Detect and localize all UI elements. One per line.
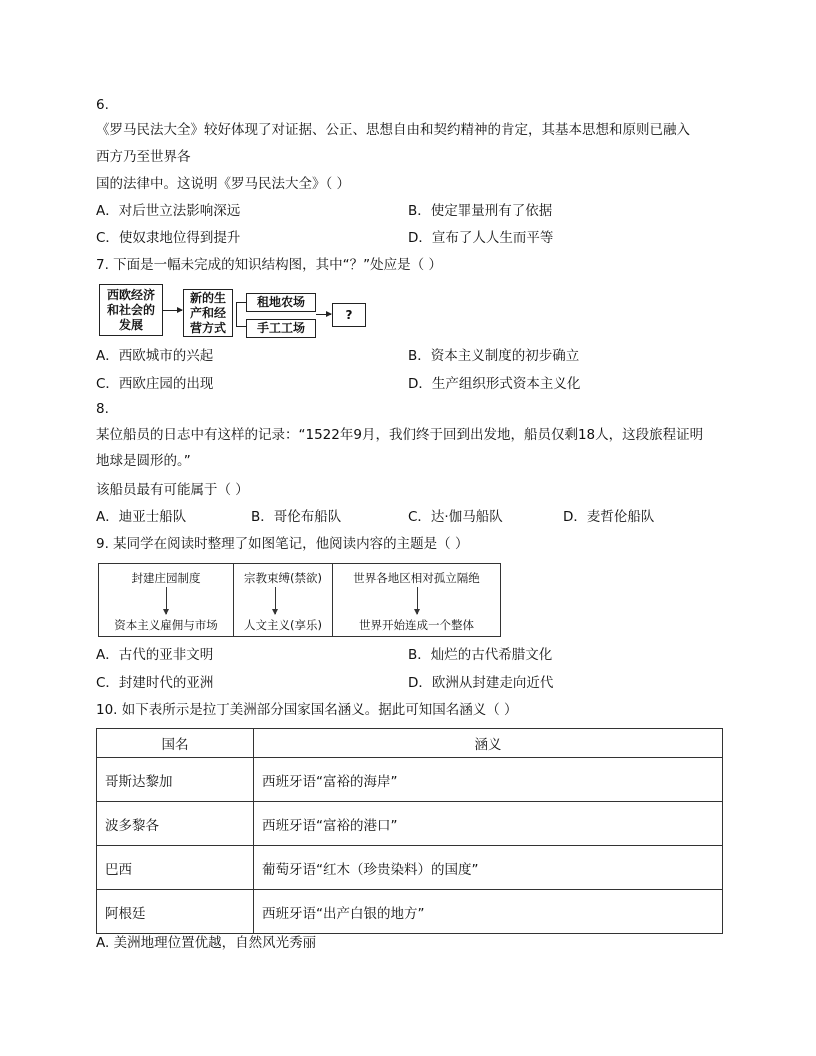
notes-col1-arrow — [166, 587, 167, 614]
q10-option-a[interactable]: A. 美洲地理位置优越，自然风光秀丽 — [96, 935, 317, 951]
table-header-country: 国名 — [97, 729, 254, 758]
q9-option-c[interactable]: C．封建时代的亚洲 — [96, 675, 214, 691]
q6-option-b[interactable]: B．使定罪量刑有了依据 — [408, 203, 553, 219]
diagram-box-new-production: 新的生产和经营方式 — [183, 289, 233, 337]
table-row — [97, 890, 723, 934]
notes-col1-top: 封建庄园制度 — [131, 571, 201, 585]
country-name-table — [96, 728, 723, 934]
q6-stem-line1: 《罗马民法大全》较好体现了对证据、公正、思想自由和契约精神的肯定，其基本思想和原则已融入 — [96, 122, 690, 138]
notes-col3-bottom: 世界开始连成一个整体 — [359, 618, 474, 632]
q10-stem: 10. 如下表所示是拉丁美洲部分国家国名涵义。据此可知国名涵义（ ） — [96, 702, 518, 718]
q8-option-d[interactable]: D．麦哲伦船队 — [563, 509, 655, 525]
notes-col1-bottom: 资本主义雇佣与市场 — [114, 618, 218, 632]
table-row — [97, 758, 723, 802]
q8-option-c[interactable]: C．达·伽马船队 — [408, 509, 503, 525]
table-cell-country: 哥斯达黎加 — [97, 758, 254, 802]
q6-option-a[interactable]: A．对后世立法影响深远 — [96, 203, 241, 219]
table-cell-country: 阿根廷 — [97, 890, 254, 934]
notes-column-2 — [233, 564, 332, 636]
q8-option-a[interactable]: A．迪亚士船队 — [96, 509, 187, 525]
q9-option-a[interactable]: A．古代的亚非文明 — [96, 647, 214, 663]
q7-option-c[interactable]: C．西欧庄园的出现 — [96, 376, 214, 392]
diagram-bracket — [236, 302, 246, 327]
diagram-box-rented-farm: 租地农场 — [246, 293, 316, 312]
q9-option-d[interactable]: D．欧洲从封建走向近代 — [408, 675, 554, 691]
notes-col3-arrow — [417, 587, 418, 614]
table-cell-meaning: 西班牙语“富裕的海岸” — [254, 758, 723, 802]
diagram-arrow-1 — [163, 310, 182, 311]
diagram-box-west-europe: 西欧经济和社会的发展 — [99, 284, 163, 336]
table-row — [97, 802, 723, 846]
q8-option-b[interactable]: B．哥伦布船队 — [251, 509, 342, 525]
q6-stem-line3: 国的法律中。这说明《罗马民法大全》（ ） — [96, 176, 351, 192]
q6-option-d[interactable]: D．宣布了人人生而平等 — [408, 230, 554, 246]
notes-col2-arrow — [275, 587, 276, 614]
table-cell-country: 波多黎各 — [97, 802, 254, 846]
diagram-box-workshop: 手工工场 — [246, 319, 316, 338]
notes-col2-bottom: 人文主义(享乐) — [244, 618, 322, 632]
table-cell-meaning: 西班牙语“出产白银的地方” — [254, 890, 723, 934]
q8-stem-line3: 该船员最有可能属于（ ） — [96, 482, 249, 498]
q9-stem: 9. 某同学在阅读时整理了如图笔记，他阅读内容的主题是（ ） — [96, 536, 469, 552]
q7-stem: 7. 下面是一幅未完成的知识结构图，其中“？”处应是（ ） — [96, 257, 442, 273]
q8-stem-line1: 某位船员的日志中有这样的记录：“1522年9月，我们终于回到出发地，船员仅剩18人，这段旅程证明 — [96, 427, 704, 443]
q8-number: 8. — [96, 401, 109, 417]
notes-col3-top: 世界各地区相对孤立隔绝 — [353, 571, 480, 585]
table-header-row — [97, 729, 723, 758]
diagram-box-question-mark: ? — [332, 303, 366, 327]
q6-stem-line2: 西方乃至世界各 — [96, 149, 191, 165]
table-row — [97, 846, 723, 890]
notes-col2-top: 宗教束缚(禁欲) — [244, 571, 322, 585]
table-cell-meaning: 西班牙语“富裕的港口” — [254, 802, 723, 846]
table-cell-country: 巴西 — [97, 846, 254, 890]
diagram-arrow-2 — [316, 314, 331, 315]
q7-option-a[interactable]: A．西欧城市的兴起 — [96, 348, 214, 364]
table-cell-meaning: 葡萄牙语“红木（珍贵染料）的国度” — [254, 846, 723, 890]
q6-number: 6. — [96, 97, 109, 113]
notes-column-1 — [99, 564, 233, 636]
q9-notes-diagram — [98, 563, 501, 637]
q9-option-b[interactable]: B．灿烂的古代希腊文化 — [408, 647, 553, 663]
notes-column-3 — [332, 564, 500, 636]
q6-option-c[interactable]: C．使奴隶地位得到提升 — [96, 230, 241, 246]
q7-option-b[interactable]: B．资本主义制度的初步确立 — [408, 348, 580, 364]
table-header-meaning: 涵义 — [254, 729, 723, 758]
q8-stem-line2: 地球是圆形的。” — [96, 453, 191, 469]
q7-option-d[interactable]: D．生产组织形式资本主义化 — [408, 376, 581, 392]
